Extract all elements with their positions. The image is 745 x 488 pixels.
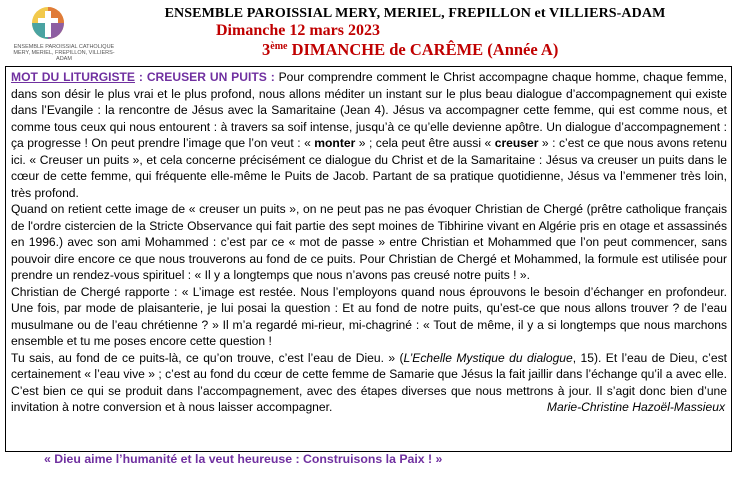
article-topic: CREUSER UN PUITS : — [146, 70, 275, 84]
paragraph-2: Quand on retient cette image de « creuser un puits », on ne peut pas ne pas évoquer Christian de Chergé (prêtre catholique français de l'ordre cistercien de la Stricte Observance qui fait partie des sept moines de Tibhirine vivant en Algérie pris en otage et assassinés en 1996.) avec son ami Mohammed : c’est par ce « mot de passe » entre Christian et Mohammed que l’on peut commencer, sans pouvoir dire encore ce que nous trouverons au fond de ce puits. Pour Christian de Chergé et Mohammed, la formule est utilisée pour prendre un rendez-vous spirituel : « Il y a longtemps que nous n’avons pas creusé notre puits ! ». — [11, 202, 727, 282]
paragraph-4a: Tu sais, au fond de ce puits-là, ce qu’on trouve, c’est l’eau de Dieu. » ( — [11, 350, 404, 365]
author-signature: Marie-Christine Hazoël-Massieux — [546, 400, 725, 414]
liturgist-label: MOT DU LITURGISTE — [11, 70, 135, 84]
logo-title: ENSEMBLE PAROISSIAL CATHOLIQUE — [13, 44, 115, 50]
sunday-number: 3 — [262, 40, 271, 59]
label-separator: : — [135, 70, 147, 84]
page-header — [0, 0, 745, 66]
page-date: Dimanche 12 mars 2023 — [216, 22, 380, 39]
keyword-monter: monter — [310, 136, 359, 150]
paragraph-1c: » : c’est ce que nous avons retenu ici. « Creuser un puits », et cela concerne précisément ce dialogue du Christ et de la Samaritaine : Jésus va creuser un puits dans le cœur de cette femme, qui fréquente elle-même le Puits de Jacob. Partant de sa pratique quotidienne, Jésus va l’emmener très loin, très profond. — [11, 136, 727, 200]
paragraph-4 — [11, 350, 727, 416]
sunday-title: DIMANCHE de CARÊME (Année A) — [287, 40, 559, 59]
paragraph-1a: Pour comprendre comment le Christ accompagne chaque homme, chaque femme, dans son désir le plus vrai et le plus profond, nous allons méditer un instant sur le plus beau dialogue d’accompagnement qui existe dans l’Evangile : la rencontre de Jésus avec la Samaritaine (Jean 4). Jésus va accompagner cette femme, qui est comme nous, et comme tous ceux qui nous entourent : à travers sa soif intense, jusqu’à ce qu’elle devienne apôtre. Un dialogue d’accompagnement : ça progresse ! On peut prendre l’image que l’on veut : « — [11, 70, 727, 150]
paragraph-4b: , 15). Et l’eau de Dieu, c’est certainement « l’eau vive » ; c’est au fond du cœur de cette femme de Samarie que Jésus la fait jaillir dans l’échange qu’il a avec elle. C’est bien ce qui se produit dans l’accompagnement, avec des étapes diverses que nous mettrons à jour. Il s’agit donc bien d’une invitation à notre conversion et à nous laisser accompagner. — [11, 350, 727, 414]
logo-subtitle: MERY, MERIEL, FREPILLON, VILLIERS-ADAM — [13, 50, 115, 62]
page-title: ENSEMBLE PAROISSIAL MERY, MERIEL, FREPILLON et VILLIERS-ADAM — [164, 6, 666, 21]
paragraph-3: Christian de Chergé rapporte : « L’image est restée. Nous l’employons quand nous éprouvons le besoin d’échanger en profondeur. Une fois, par mode de plaisanterie, je lui posai la question : Et au fond de notre puits, qu’est-ce que nous allons trouver ? de l’eau musulmane ou de l’eau chrétienne ? » Il m’a regardé mi-rieur, mi-chagriné : « Tout de même, il y a si longtemps que nous marchons ensemble et tu me poses encore cette question ! — [11, 284, 727, 348]
sunday-heading — [262, 40, 558, 60]
paragraph-intro — [11, 69, 727, 201]
book-title: L’Echelle Mystique du dialogue — [403, 350, 573, 365]
paragraph-1b: » ; cela peut être aussi « — [358, 136, 492, 150]
sunday-ordinal: ème — [270, 41, 288, 52]
article-box — [5, 66, 732, 452]
keyword-creuser: creuser — [491, 136, 542, 150]
footer-motto: « Dieu aime l’humanité et la veut heureuse : Construisons la Paix ! » — [44, 452, 443, 466]
